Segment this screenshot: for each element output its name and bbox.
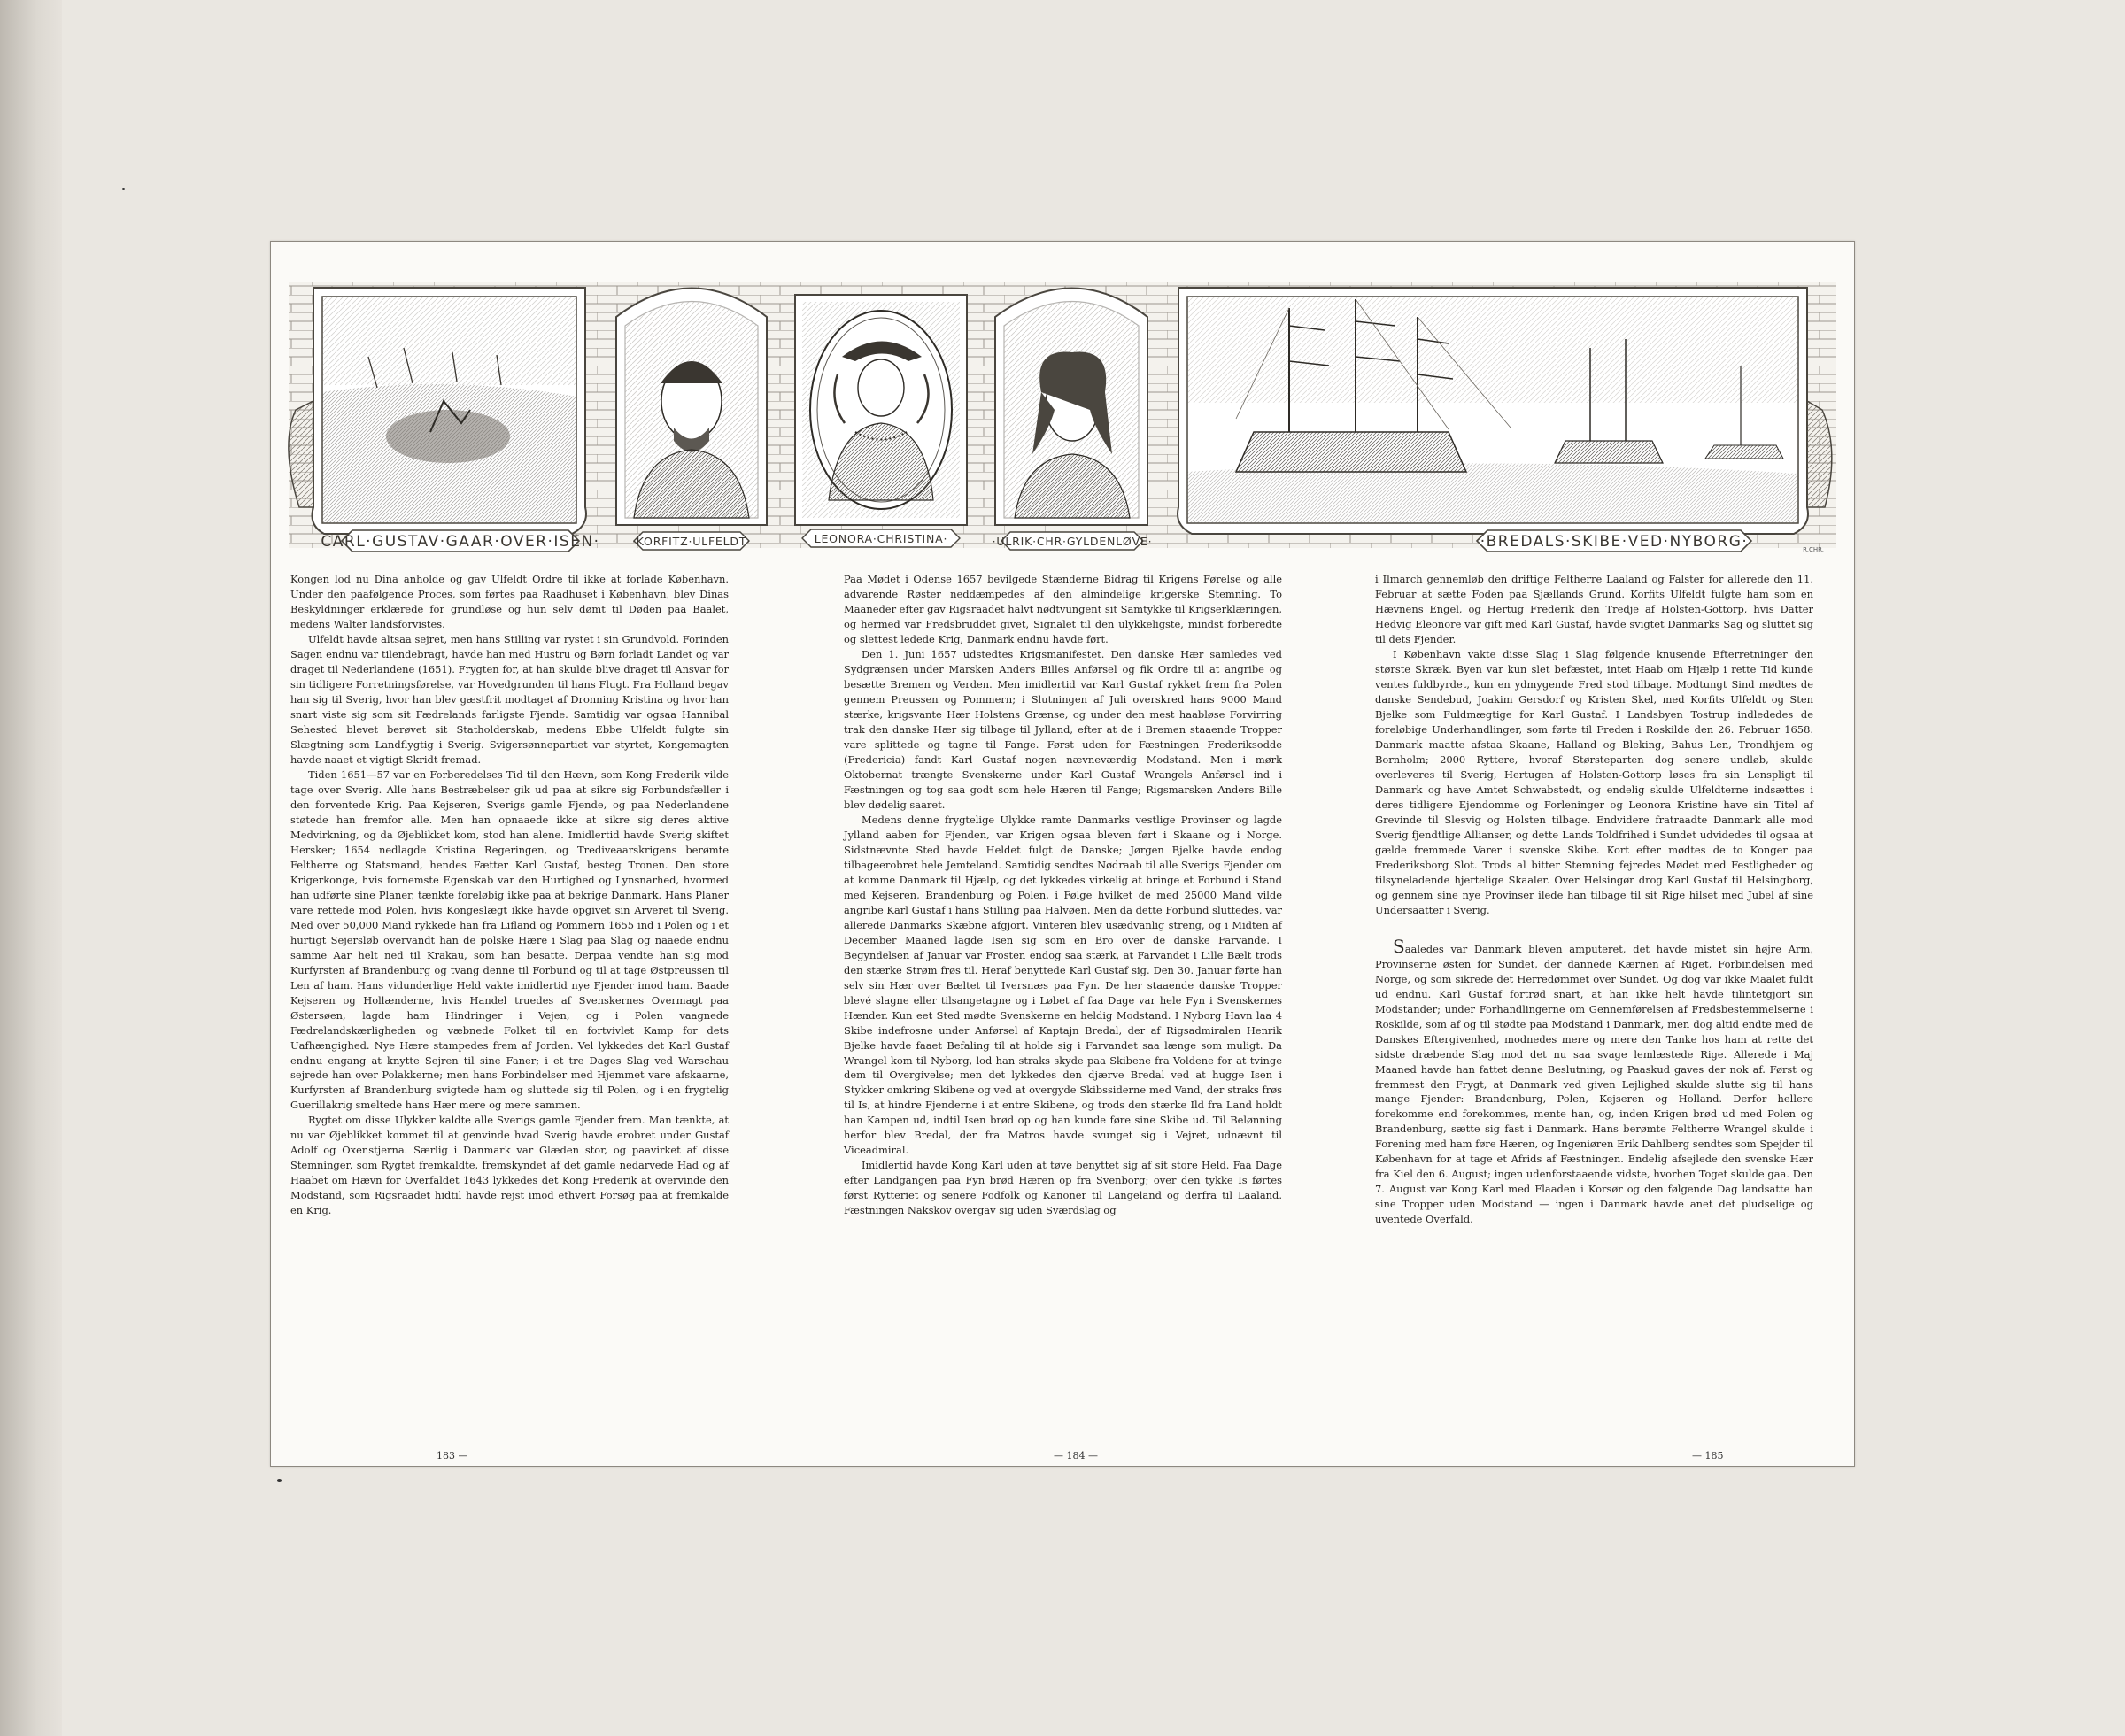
paragraph: Kongen lod nu Dina anholde og gav Ulfeldt Ordre til ikke at forlade København. Under den paafølgende Proces, som førtes paa Raadhuset i København, blev Dinas Beskyldninger erklærede for grundløse og hun selv dømt til Døden paa Baalet, medens Walter landsforvistes. — [290, 573, 729, 630]
paragraph: Saaledes var Danmark bleven amputeret, det havde mistet sin højre Arm, Provinserne østen for Sundet, der dannede Kærnen af Riget, Forbindelsen med Norge, og som sikrede det Herredømmet over Sundet. Og dog var ikke Maalet fuldt ud endnu. Karl Gustaf fortrød snart, at han ikke helt havde tilintetgjort sin Modstander; under Forhandlingerne om Gennemførelsen af Fredsbestemmelserne i Roskilde, som af og til stødte paa Modstand i Danmark, men dog altid endte med de Danskes Eftergivenhed, modnedes mere og mere den Tanke hos ham at rette det sidste dræbende Slag mod det nu saa svage lemlæstede Rige. Allerede i Maj Maaned havde han fattet denne Beslutning, og Paaskud gaves der nok af. Først og fremmest den Frygt, at Danmark ved given Lejlighed skulde slutte sig til hans mange Fjender: Brandenburg, Polen, Kejseren og Holland. Derfor hellere forekomme end forekommes, mente han, og, inden Krigen brød ud med Polen og Brandenburg, sætte sig fast i Danmark. Hans berømte Feltherre Wrangel skulde i Forening med ham føre Hæren, og Ingeniøren Erik Dahlberg sendtes som Spejder til København for at tage et Afrids af Fæstningen. Endelig afsejlede den svenske Hær fra Kiel den 6. August; ingen udenforstaaende vidste, hvorhen Toget skulde gaa. Den 7. August var Kong Karl med Flaaden i Korsør og den følgende Dag landsatte han sine Tropper uden Modstand — ingen i Danmark havde anet det pludselige og uventede Overfald. — [1375, 935, 1813, 1226]
paragraph: Den 1. Juni 1657 udstedtes Krigsmanifestet. Den danske Hær samledes ved Sydgrænsen under Marsken Anders Billes Anførsel og fik Ordre til at angribe og besætte Bremen og Verden. Men imidlertid var Karl Gustaf rykket frem fra Polen gennem Preussen og Pommern; i Slutningen af Juli overskred hans 9000 Mand stærke, krigsvante Hær Holstens Grænse, og under den mest haabløse Forvirring trak den danske Hær sig tilbage til Jylland, efter at de i Bremen staaende Tropper vare splittede og tagne til Fange. Først uden for Fæstningen Frederiksodde (Fredericia) fandt Karl Gustaf nogen nævneværdig Modstand. Men i mørk Oktobernat trængte Svenskerne under Karl Gustaf Wrangels Anførsel ind i Fæstningen og tog saa godt som hele Hæren til Fange; Rigsmarsken Anders Bille blev dødelig saaret. — [844, 647, 1282, 811]
artist-signature: R.CHR. — [1803, 546, 1824, 553]
page-number-184: — 184 — — [1054, 1450, 1098, 1462]
caption-leonora-christina: LEONORA·CHRISTINA· — [814, 532, 948, 545]
paragraph: Ulfeldt havde altsaa sejret, men hans Stilling var rystet i sin Grundvold. Forinden Sagen endnu var tilendebragt, havde han med Hustru og Børn forladt Landet og var draget til Nederlandene (1651). Frygten for, at han skulde blive draget til Ansvar for sin tidligere Forretningsførelse, var Hovedgrunden til hans Flugt. Fra Holland begav han sig til Sverig, hvor han blev gæstfrit modtaget af Dronning Kristina og hvor han snart viste sig som sit Fædrelands farligste Fjende. Samtidig var ogsaa Hannibal Sehested blevet berøvet sit Statholderskab, medens Ebbe Ulfeldt fulgte sin Slægtning som Landflygtig i Sverig. Svigersønnepartiet var styrtet, Kongemagten havde naaet et vigtigt Skridt fremad. — [290, 632, 729, 766]
caption-bredals-skibe: ·BREDALS·SKIBE·VED·NYBORG· — [1480, 533, 1749, 551]
banner-artwork — [271, 242, 1854, 560]
caption-korfitz-ulfeldt: ·KORFITZ·ULFELDT· — [631, 535, 752, 548]
paragraph: i Ilmarch gennemløb den driftige Feltherre Laaland og Falster for allerede den 11. Februar at sætte Foden paa Sjællands Grund. Korfits Ulfeldt fulgte ham som en Hævnens Engel, og Hertug Frederik den Tredje af Holsten-Gottorp, hvis Datter Hedvig Eleonore var gift med Karl Gustaf, havde svigtet Danmarks Sag og sluttet sig til dets Fjender. — [1375, 573, 1813, 645]
paragraph: Paa Mødet i Odense 1657 bevilgede Stænderne Bidrag til Krigens Førelse og alle advarende Røster neddæmpedes af den almindelige krigerske Stemning. To Maaneder efter gav Rigsraadet halvt nødtvungent sit Samtykke til Krigserklæringen, og hermed var Fredsbruddet givet, Signalet til den ulykkeligste, mindst forberedte og slettest ledede Krig, Danmark endnu havde ført. — [844, 573, 1283, 645]
paper-speck — [122, 188, 125, 190]
caption-ulrik-gyldenlove: ·ULRIK·CHR·GYLDENLØVE· — [992, 535, 1153, 548]
paragraph: I København vakte disse Slag i Slag følgende knusende Efterretninger den største Skræk. Byen var kun slet befæstet, intet Haab om Hjælp i rette Tid kunde ventes fuldbyrdet, kun en ydmygende Fred stod tilbage. Modtungt Sind mødtes de danske Sendebud, Joakim Gersdorf og Kristen Skel, med Korfits Ulfeldt og Sten Bjelke som Fuldmægtige for Karl Gustaf. I Landsbyen Tostrup indlededes de foreløbige Underhandlinger, som førte til Freden i Roskilde den 26. Februar 1658. Danmark maatte afstaa Skaane, Halland og Bleking, Bahus Len, Trondhjem og Bornholm; 2000 Ryttere, hvoraf Størsteparten dog senere undløb, skulde overleveres til Sverig, Hertugen af Holsten-Gottorp løses fra sin Lenspligt til Danmark og have Amtet Schwabstedt, og endelig skulde Ulfeldterne indsættes i deres tidligere Ejendomme og Forleninger og Leonora Kristine have sin Titel af Grevinde til Slesvig og Holsten tilbage. Endvidere fratraadte Danmark alle mod Sverig fjendtlige Allianser, og dette Lands Toldfrihed i Sundet udvidedes til ogsaa at gælde fremmede Varer i svenske Skibe. Kort efter mødtes de to Konger paa Frederiksborg Slot. Trods al bitter Stemning fejredes Mødet med Festligheder og tilsyneladende hjertelige Skaaler. Over Helsingør drog Karl Gustaf til Helsingborg, og gennem sine nye Provinser ilede han tilbage til sit Rige hilset med Jubel af sine Undersaatter i Sverig. — [1375, 647, 1813, 916]
paragraph: Medens denne frygtelige Ulykke ramte Danmarks vestlige Provinser og lagde Jylland aaben for Fjenden, var Krigen ogsaa bleven ført i Skaane og i Norge. Sidstnævnte Sted havde Heldet fulgt de Danske; Jørgen Bjelke havde endog tilbageerobret hele Jemteland. Samtidig sendtes Nødraab til alle Sverigs Fjender om at komme Danmark til Hjælp, og det lykkedes virkelig at bringe et Forbund i Stand med Kejseren, Brandenburg og Polen, i Følge hvilket de med 25000 Mand vilde angribe Karl Gustaf i hans Stilling paa Halvøen. Men da dette Forbund sluttedes, var allerede Danmarks Skæbne afgjort. Vinteren blev usædvanlig streng, og i Midten af December Maaned lagde Isen sig som en Bro over de danske Farvande. I Begyndelsen af Januar var Frosten endog saa stærk, at Farvandet i Lille Bælt trods den stærke Strøm frøs til. Heraf benyttede Karl Gustaf sig. Den 30. Januar førte han selv sin Hær over Bæltet til Iversnæs paa Fyn. De her staaende danske Tropper blevé slagne eller tilsangetagne og i Løbet af faa Dage var hele Fyn i Svenskernes Hænder. Kun eet Sted mødte Svenskerne en heldig Modstand. I Nyborg Havn laa 4 Skibe indefrosne under Anførsel af Kaptajn Bredal, der af Rigsadmiralen Henrik Bjelke havde faaet Befaling til at holde sig i Farvandet saa længe som muligt. Da Wrangel kom til Nyborg, lod han straks skyde paa Skibene fra Voldene for at tvinge dem til Overgivelse; men det lykkedes den djærve Bredal ved at hugge Isen i Stykker omkring Skibene og ved at overgyde Skibssiderne med Vand, der straks frøs til Is, at hindre Fjenderne i at entre Skibene, og trods den stærke Ild fra Land holdt han Kampen ud, indtil Isen brød op og han kunde føre sine Skibe ud. Til Belønning herfor blev Bredal, der fra Matros havde svunget sig i Vejret, udnævnt til Viceadmiral. — [844, 813, 1282, 1157]
text-column-right — [1375, 572, 1813, 1227]
text-column-middle — [844, 572, 1282, 1218]
panel-leonora-christina — [795, 295, 967, 525]
panel-bredals-ships — [1178, 288, 1832, 534]
illustrated-banner — [271, 242, 1854, 560]
paragraph: Tiden 1651—57 var en Forberedelses Tid til den Hævn, som Kong Frederik vilde tage over Sverig. Alle hans Bestræbelser gik ud paa at sikre sig Forbundsfæller i den forventede Krig. Paa Kejseren, Sverigs gamle Fjende, og paa Nederlandene støtede han fremfor alle. Men han opnaaede ikke at sikre sig deres aktive Medvirkning, og da Øjeblikket kom, stod han alene. Imidlertid havde Sverig skiftet Hersker; 1654 nedlagde Kristina Regeringen, og Trediveaarskrigens berømte Feltherre og Statsmand, hendes Fætter Karl Gustaf, besteg Tronen. Den store Krigerkonge, hvis fornemste Egenskab var den Hurtighed og Lynsnarhed, hvormed han udførte sine Planer, tænkte foreløbig ikke paa at bekrige Danmark. Hans Planer vare rettede mod Polen, hvis Kongeslægt ikke havde opgivet sin Arveret til Sverig. Med over 50,000 Mand rykkede han fra Lifland og Pommern 1655 ind i Polen og i et hurtigt Sejersløb overvandt han de polske Hære i Slag paa Slag og naaede endnu samme Aar helt ned til Krakau, som han besatte. Derpaa vendte han sig mod Kurfyrsten af Brandenburg og tvang denne til Forbund og til at tage Østpreussen til Len af ham. Hans vidunderlige Held vakte imidlertid nye Fjender imod ham. Baade Kejseren og Hollænderne, hvis Handel truedes af Svenskernes Overmagt paa Østersøen, lagde ham Hindringer i Vejen, og i Polen vaagnede Fædrelandskærligheden og væbnede Folket til en fortvivlet Kamp for dets Uafhængighed. Nye Hære stampedes frem af Jorden. Vel lykkedes det Karl Gustaf endnu engang at knytte Sejren til sine Faner; i et tre Dages Slag ved Warschau sejrede han over Polakkerne; men hans Forbindelser med Hjemmet vare afskaarne, Kurfyrsten af Brandenburg svigtede ham og sluttede sig til Polen, og i en frygtelig Guerillakrig smeltede hans Hær mere og mere sammen. — [290, 768, 729, 1112]
page-number-185: — 185 — [1692, 1450, 1724, 1462]
book-binding-edge — [0, 0, 62, 1736]
text-column-left — [290, 572, 729, 1218]
caption-carl-gustav: CARL·GUSTAV·GAAR·OVER·ISEN· — [321, 533, 600, 551]
paragraph: Imidlertid havde Kong Karl uden at tøve benyttet sig af sit store Held. Faa Dage efter Landgangen paa Fyn brød Hæren op fra Svenborg; over den tykke Is førtes først Rytteriet og senere Fodfolk og Kanoner til Langeland og derfra til Laaland. Fæstningen Nakskov overgav sig uden Sværdslag og — [844, 1159, 1282, 1217]
panel-korfitz-ulfeldt — [616, 289, 767, 526]
page-number-183: 183 — — [437, 1450, 468, 1462]
printed-sheet — [270, 241, 1855, 1467]
paper-speck — [277, 1479, 282, 1482]
panel-ulrik-gyldenlove — [995, 289, 1148, 526]
panel-carl-gustav — [289, 288, 586, 534]
paragraph: Rygtet om disse Ulykker kaldte alle Sverigs gamle Fjender frem. Man tænkte, at nu var Øjeblikket kommet til at genvinde hvad Sverig havde erobret under Gustaf Adolf og Oxenstjerna. Særlig i Danmark var Glæden stor, og paavirket af disse Stemninger, som Rygtet fremkaldte, fremskyndet af det gamle nedarvede Had og af Haabet om Hævn for Overfaldet 1643 lykkedes det Kong Frederik at overvinde den Modstand, som Rigsraadet hidtil havde rejst imod ethvert Forsøg paa at fremkalde en Krig. — [290, 1114, 729, 1217]
